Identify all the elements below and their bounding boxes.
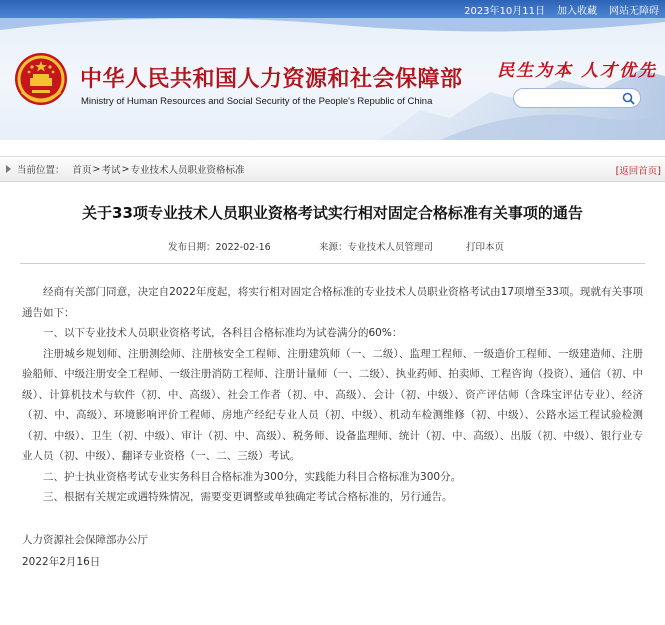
slogan: 民生为本 人才优先 (497, 61, 657, 81)
ministry-title-en: Ministry of Human Resources and Social Security of the People's Republic of China (81, 96, 433, 107)
accessibility-link[interactable]: 网站无障碍 (609, 5, 659, 17)
breadcrumb-separator: > (121, 163, 130, 175)
breadcrumb-separator: > (92, 163, 101, 175)
article-body (0, 264, 665, 573)
breadcrumb-current[interactable]: 专业技术人员职业资格标准 (130, 165, 245, 176)
breadcrumb-home[interactable]: 首页 (72, 165, 92, 176)
publish-date: 发布日期：2022-02-16 (168, 242, 271, 253)
top-utility-bar (0, 0, 665, 18)
article-title: 关于33项专业技术人员职业资格考试实行相对固定合格标准有关事项的通告 (82, 204, 583, 222)
print-page-link[interactable]: 打印本页 (466, 242, 505, 253)
national-emblem-icon (14, 52, 68, 106)
breadcrumb (0, 156, 665, 182)
paragraph: 三、根据有关规定或遇特殊情况，需要变更调整或单独确定考试合格标准的，另行通告。 (43, 491, 453, 503)
site-header (0, 0, 665, 140)
search-input[interactable] (513, 88, 641, 108)
signature-date: 2022年2月16日 (22, 556, 101, 568)
current-date: 2023年10月11日 (464, 5, 545, 17)
article-meta (0, 239, 665, 251)
paragraph: 二、护士执业资格考试专业实务科目合格标准为300分，实践能力科目合格标准为300分。 (43, 470, 462, 483)
breadcrumb-arrow-icon (6, 165, 11, 173)
back-home-link[interactable]: [返回首页] (615, 166, 661, 177)
paragraph: 经商有关部门同意，决定自2022年度起，将实行相对固定合格标准的专业技术人员职业资格考试由17项增至33项。现就有关事项通告如下： (22, 286, 643, 319)
article-source: 来源：专业技术人员管理司 (319, 242, 434, 253)
paragraph: 注册城乡规划师、注册测绘师、注册核安全工程师、注册建筑师（一、二级）、监理工程师、一级造价工程师、一级建造师、注册验船师、中级注册安全工程师、一级注册消防工程师、注册计量师（一、二级）、执业药师、拍卖师、工程咨询（投资）、通信（初、中级）、计算机技术与软件（初、中、高级）、社会工作者（初、中、高级）、会计（初、中级）、资产评估师（含珠宝评估专业）、经济（初、中、高级）、环境影响评价工程师、房地产经纪专业人员（初、中级）、机动车检测维修（初、中级）、公路水运工程试验检测（初、中级）、卫生（初、中级）、审计（初、中、高级）、税务师、设备监理师、统计（初、中、高级）、出版（初、中级）、银行业专业人员（初、中级）、翻译专业资格（一、二、三级）考试。 (22, 347, 643, 462)
paragraph: 一、以下专业技术人员职业资格考试，各科目合格标准均为试卷满分的60%： (43, 327, 403, 339)
signature-org: 人力资源社会保障部办公厅 (22, 533, 148, 546)
search-icon[interactable] (622, 92, 635, 105)
breadcrumb-label: 当前位置： (17, 165, 65, 176)
ministry-title-cn: 中华人民共和国人力资源和社会保障部 (80, 67, 463, 92)
breadcrumb-exam[interactable]: 考试 (101, 165, 121, 176)
add-favorite-link[interactable]: 加入收藏 (557, 5, 597, 17)
